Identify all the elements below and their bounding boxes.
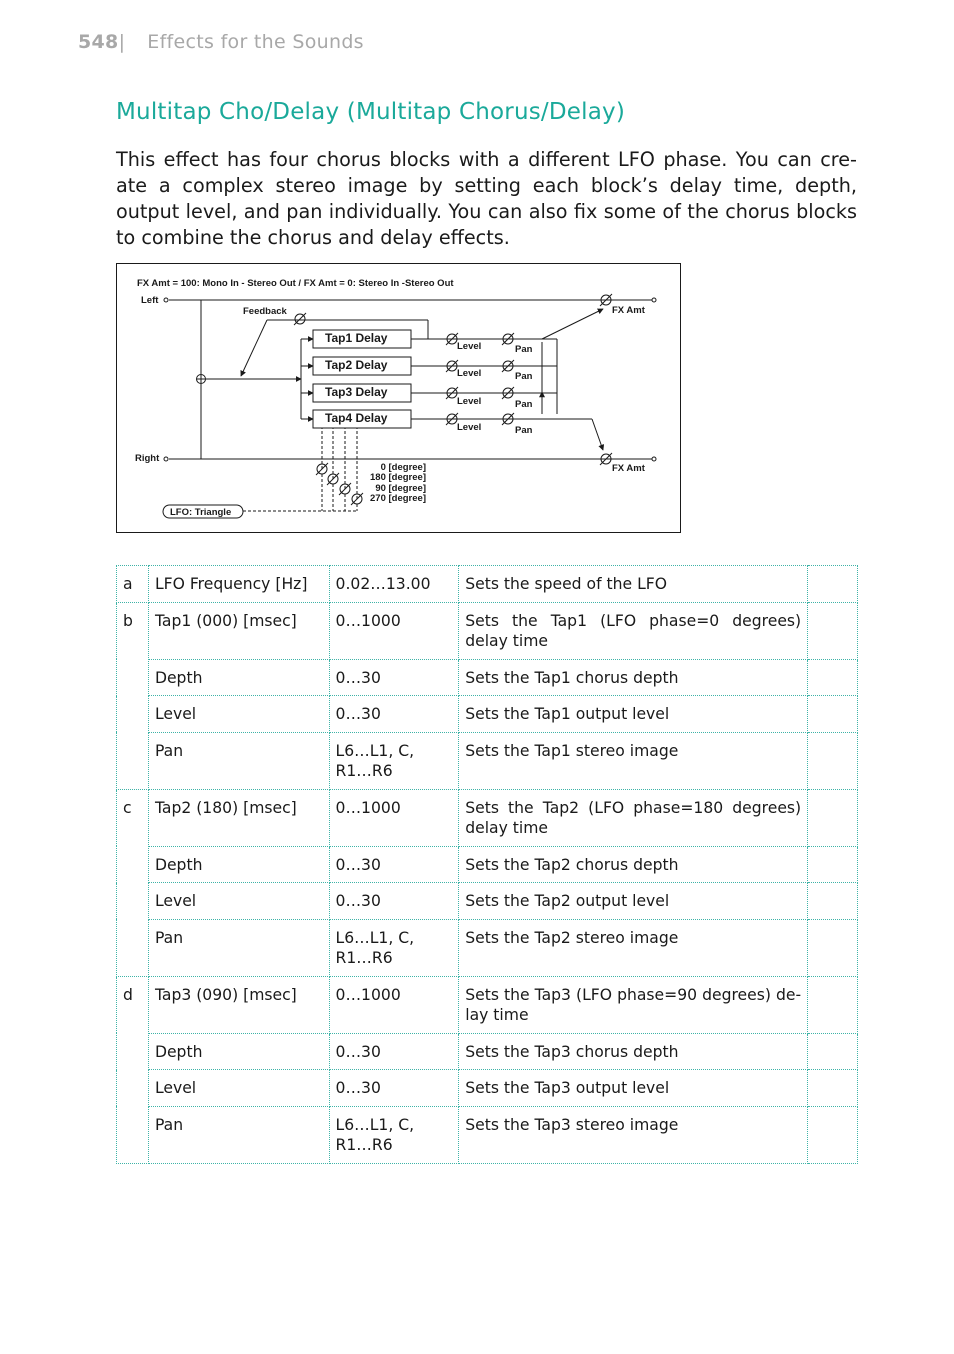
param-id: d: [117, 976, 149, 1163]
table-row: [117, 883, 858, 920]
param-name: Level: [148, 696, 329, 733]
param-description: Sets the Tap3 chorus depth: [459, 1033, 808, 1070]
left-output-terminal: [652, 298, 656, 302]
param-description: Sets the Tap3 stereo image: [459, 1106, 808, 1163]
table-row: [117, 696, 858, 733]
param-extra: [808, 1106, 858, 1163]
knob-phase-270: [351, 493, 363, 505]
knob-phase-180: [327, 473, 339, 485]
tap1-label: Tap1 Delay: [325, 331, 388, 345]
param-description: Sets the Tap1 output level: [459, 696, 808, 733]
fx-amt-label-right: FX Amt: [612, 463, 645, 474]
phase-label-90: 90 [degree]: [375, 483, 426, 494]
param-extra: [808, 846, 858, 883]
param-description: Sets the Tap1 stereo image: [459, 732, 808, 789]
table-row: [117, 566, 858, 603]
param-range: 0…1000: [329, 976, 459, 1033]
phase-label-0: 0 [degree]: [380, 462, 426, 473]
table-row: [117, 919, 858, 976]
param-range: 0…30: [329, 696, 459, 733]
pan-label-2: Pan: [515, 371, 533, 382]
param-description: Sets the Tap3 output level: [459, 1070, 808, 1107]
param-extra: [808, 883, 858, 920]
page-number: 548: [78, 31, 119, 53]
param-name: Depth: [148, 659, 329, 696]
left-input-terminal: [164, 298, 168, 302]
param-name: Tap2 (180) [msec]: [148, 789, 329, 846]
param-name: Pan: [148, 732, 329, 789]
level-label-4: Level: [457, 422, 482, 433]
param-range: 0…1000: [329, 789, 459, 846]
param-extra: [808, 602, 858, 659]
table-row: [117, 846, 858, 883]
param-name: Level: [148, 883, 329, 920]
right-label: Right: [135, 453, 160, 464]
knob-phase-0: [316, 463, 328, 475]
feedback-label: Feedback: [243, 306, 287, 317]
param-description: Sets the Tap2 chorus depth: [459, 846, 808, 883]
knob-feedback: [294, 313, 306, 325]
knob-phase-90: [339, 483, 351, 495]
table-row: [117, 1033, 858, 1070]
param-name: Level: [148, 1070, 329, 1107]
param-extra: [808, 696, 858, 733]
pan-label-4: Pan: [515, 425, 533, 436]
page-header: [78, 31, 364, 53]
param-range: L6…L1, C, R1…R6: [329, 732, 459, 789]
signal-flow-svg: [117, 264, 680, 532]
param-range: 0…30: [329, 883, 459, 920]
pan-label-3: Pan: [515, 399, 533, 410]
param-extra: [808, 566, 858, 603]
param-description: Sets the Tap2 (LFO phase=180 degrees) delay time: [459, 789, 808, 846]
param-description: Sets the Tap2 stereo image: [459, 919, 808, 976]
table-row: [117, 602, 858, 659]
intro-paragraph: This effect has four chorus blocks with a different LFO phase. You can cre-ate a complex stereo image by setting each block’s delay time, depth, output level, and pan individually. You can also fix some of the chorus blocks to combine the chorus and delay effects.: [116, 148, 857, 249]
tap4-label: Tap4 Delay: [325, 411, 388, 425]
param-range: 0…30: [329, 659, 459, 696]
param-range: 0…30: [329, 1070, 459, 1107]
param-range: 0…30: [329, 846, 459, 883]
param-range: 0…30: [329, 1033, 459, 1070]
level-label-3: Level: [457, 396, 482, 407]
tap3-label: Tap3 Delay: [325, 385, 388, 399]
param-range: L6…L1, C, R1…R6: [329, 919, 459, 976]
param-id: c: [117, 789, 149, 976]
param-extra: [808, 732, 858, 789]
effect-title: Multitap Cho/Delay (Multitap Chorus/Delay): [116, 99, 625, 125]
param-range: 0…1000: [329, 602, 459, 659]
level-label-1: Level: [457, 341, 482, 352]
fx-amt-label-left: FX Amt: [612, 305, 645, 316]
param-extra: [808, 789, 858, 846]
table-row: [117, 659, 858, 696]
level-label-2: Level: [457, 368, 482, 379]
param-extra: [808, 659, 858, 696]
right-input-terminal: [164, 457, 168, 461]
param-name: Depth: [148, 1033, 329, 1070]
param-range: L6…L1, C, R1…R6: [329, 1106, 459, 1163]
param-range: 0.02…13.00: [329, 566, 459, 603]
param-name: Depth: [148, 846, 329, 883]
table-row: [117, 1106, 858, 1163]
param-description: Sets the speed of the LFO: [459, 566, 808, 603]
param-extra: [808, 1033, 858, 1070]
table-row: [117, 1070, 858, 1107]
param-id: a: [117, 566, 149, 603]
phase-label-180: 180 [degree]: [370, 472, 426, 483]
pan-label-1: Pan: [515, 344, 533, 355]
right-output-terminal: [652, 457, 656, 461]
param-name: Pan: [148, 919, 329, 976]
left-label: Left: [141, 295, 159, 306]
table-row: [117, 789, 858, 846]
header-separator: |: [118, 31, 126, 53]
param-extra: [808, 1070, 858, 1107]
param-description: Sets the Tap3 (LFO phase=90 degrees) de-lay time: [459, 976, 808, 1033]
phase-label-270: 270 [degree]: [370, 493, 426, 504]
param-extra: [808, 976, 858, 1033]
top-label: FX Amt = 100: Mono In - Stereo Out / FX Amt = 0: Stereo In -Stereo Out: [137, 278, 454, 289]
param-name: LFO Frequency [Hz]: [148, 566, 329, 603]
lfo-label: LFO: Triangle: [170, 507, 232, 518]
param-description: Sets the Tap1 chorus depth: [459, 659, 808, 696]
param-name: Pan: [148, 1106, 329, 1163]
block-diagram: [116, 263, 681, 533]
param-id: b: [117, 602, 149, 789]
param-description: Sets the Tap1 (LFO phase=0 degrees) delay time: [459, 602, 808, 659]
table-row: [117, 976, 858, 1033]
table-row: [117, 732, 858, 789]
param-name: Tap1 (000) [msec]: [148, 602, 329, 659]
param-description: Sets the Tap2 output level: [459, 883, 808, 920]
parameter-table: [116, 565, 858, 1164]
param-name: Tap3 (090) [msec]: [148, 976, 329, 1033]
tap2-label: Tap2 Delay: [325, 358, 388, 372]
param-extra: [808, 919, 858, 976]
section-title: Effects for the Sounds: [147, 31, 364, 53]
